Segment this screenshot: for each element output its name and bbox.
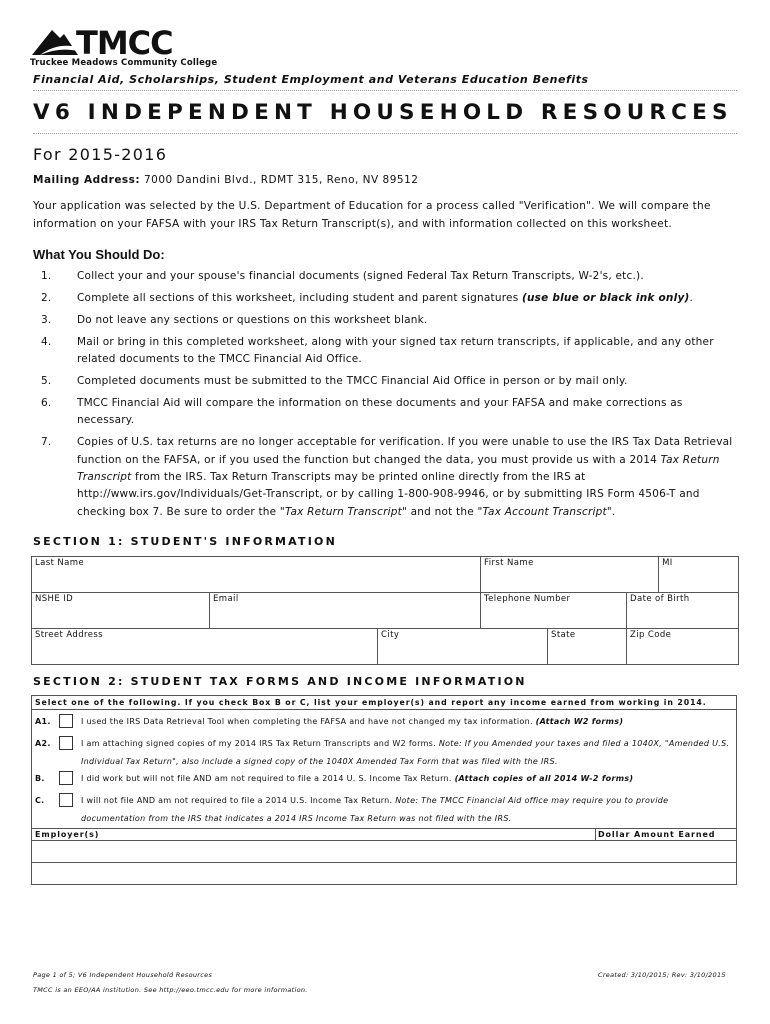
ink-emphasis: (use blue or black ink only) — [521, 291, 690, 304]
dob-label: Date of Birth — [630, 594, 690, 604]
section2-instruction: Select one of the following. If you check Box B or C, list your employer(s) and report any income earned from working in 2014. — [32, 696, 736, 710]
list-item — [33, 312, 743, 329]
street-address-label: Street Address — [35, 630, 103, 640]
list-item — [33, 395, 743, 430]
award-year: For 2015-2016 — [33, 145, 168, 164]
option-note: Note: The TMCC Financial Aid office may require you to provide documentation from the IRS that indicates a 2014 IRS Income Tax Return was not filed with the IRS. — [81, 796, 669, 823]
step-number: 3. — [41, 313, 52, 326]
option-main-text: I did work but will not file AND am not required to file a 2014 U. S. Income Tax Return. — [81, 774, 455, 783]
step-text-italic: Tax Account Transcript — [482, 505, 607, 518]
option-label: C. — [35, 796, 45, 805]
option-text — [81, 792, 731, 828]
zip-code-label: Zip Code — [630, 630, 672, 640]
option-note: Note: If you Amended your taxes and filed a 1040X, "Amended U.S. Individual Tax Return", also include a signed copy of the 1040X Amended Tax Form that was filed with the IRS. — [81, 739, 730, 766]
step-text-italic: Tax Return Transcript — [77, 453, 720, 484]
telephone-label: Telephone Number — [484, 594, 571, 604]
option-text — [81, 713, 731, 731]
step-number: 1. — [41, 270, 52, 282]
city-label: City — [381, 630, 400, 640]
employer-row-1[interactable] — [32, 841, 736, 863]
list-item — [33, 290, 743, 307]
option-label: A2. — [35, 739, 51, 748]
step-text: Completed documents must be submitted to the TMCC Financial Aid Office in person or by mail only. — [77, 375, 628, 388]
first-name-label: First Name — [484, 558, 534, 568]
option-main-text: I used the IRS Data Retrieval Tool when completing the FAFSA and have not changed my tax information. — [81, 717, 536, 726]
mi-label: MI — [662, 558, 673, 568]
step-text-main: Complete all sections of this worksheet, including student and parent signatures — [77, 291, 522, 304]
employer-column-header: Employer(s) — [35, 830, 100, 839]
section1-title: SECTION 1: STUDENT'S INFORMATION — [33, 535, 337, 548]
step-text: Do not leave any sections or questions on this worksheet blank. — [77, 313, 428, 326]
intro-paragraph: Your application was selected by the U.S. Department of Education for a process called "Verification". We will compare the information on your FAFSA with your IRS Tax Return Transcript(s), and with information collected on this worksheet. — [33, 200, 711, 230]
step-text-part: " and not the " — [402, 505, 483, 518]
option-text — [81, 735, 731, 771]
telephone-field[interactable] — [481, 593, 627, 629]
step-text — [77, 290, 743, 307]
step-number: 4. — [41, 335, 52, 348]
checkbox-a1[interactable] — [59, 714, 73, 728]
step-text: Mail or bring in this completed worksheet, along with your signed tax return transcripts, if applicable, and any other related documents to the TMCC Financial Aid Office. — [77, 335, 714, 366]
logo-text: TMCC — [76, 24, 173, 58]
list-item — [33, 334, 743, 369]
checkbox-c[interactable] — [59, 793, 73, 807]
employer-table-header — [32, 828, 736, 841]
eeo-statement: TMCC is an EEO/AA institution. See http://eeo.tmcc.edu for more information. — [33, 986, 308, 994]
option-main-text: I am attaching signed copies of my 2014 IRS Tax Return Transcripts and W2 forms. — [81, 739, 439, 748]
option-label: B. — [35, 774, 45, 783]
step-text-part: ". — [606, 505, 616, 518]
street-address-field[interactable] — [32, 629, 378, 665]
list-item — [33, 434, 743, 521]
column-divider — [595, 828, 596, 841]
tmcc-logo — [30, 24, 218, 70]
option-main-text: I will not file AND am not required to file a 2014 U.S. Income Tax Return. — [81, 796, 396, 805]
state-label: State — [551, 630, 576, 640]
last-name-field[interactable] — [32, 557, 481, 593]
last-name-label: Last Name — [35, 558, 85, 568]
option-text — [81, 770, 731, 788]
first-name-field[interactable] — [481, 557, 659, 593]
email-field[interactable] — [210, 593, 481, 629]
option-label: A1. — [35, 717, 51, 726]
step-text-end: . — [689, 291, 694, 304]
instruction-list — [33, 268, 743, 526]
divider — [33, 133, 737, 134]
step-number: 7. — [41, 436, 52, 449]
mailing-value: 7000 Dandini Blvd., RDMT 315, Reno, NV 89512 — [143, 174, 419, 186]
department-name: Financial Aid, Scholarships, Student Employment and Veterans Education Benefits — [33, 73, 589, 86]
option-note: (Attach W2 forms) — [535, 717, 624, 726]
option-note: (Attach copies of all 2014 W-2 forms) — [454, 774, 634, 783]
step-text — [77, 434, 743, 521]
student-info-table — [31, 556, 739, 665]
step-number: 5. — [41, 375, 52, 388]
list-item — [33, 373, 743, 390]
state-field[interactable] — [548, 629, 627, 665]
college-name: Truckee Meadows Community College — [30, 58, 218, 68]
mailing-label: Mailing Address: — [33, 174, 141, 186]
step-number: 6. — [41, 396, 52, 409]
tax-forms-box — [31, 695, 737, 885]
section2-title: SECTION 2: STUDENT TAX FORMS AND INCOME INFORMATION — [33, 675, 527, 688]
email-label: Email — [213, 594, 239, 604]
form-title: V6 INDEPENDENT HOUSEHOLD RESOURCES — [33, 100, 733, 125]
page-footer: Page 1 of 5; V6 Independent Household Resources — [33, 971, 213, 979]
step-text: TMCC Financial Aid will compare the information on these documents and your FAFSA and make corrections as necessary. — [77, 396, 683, 427]
employer-row-2[interactable] — [32, 863, 736, 885]
mi-field[interactable] — [659, 557, 739, 593]
zip-code-field[interactable] — [627, 629, 739, 665]
checkbox-a2[interactable] — [59, 736, 73, 750]
checkbox-b[interactable] — [59, 771, 73, 785]
mountain-logo-icon — [30, 24, 212, 58]
divider — [33, 90, 737, 91]
mailing-address — [33, 174, 418, 186]
nshe-id-label: NSHE ID — [35, 594, 74, 604]
dob-field[interactable] — [627, 593, 739, 629]
step-text: Collect your and your spouse's financial documents (signed Federal Tax Return Transcripts, W-2's, etc.). — [77, 270, 644, 282]
city-field[interactable] — [378, 629, 548, 665]
step-text-part: from the IRS. Tax Return Transcripts may be printed online directly from the IRS at http://www.irs.gov/Individuals/Get-Transcript, or by calling 1-800-908-9946, or by submitting IRS Form 4506-T and checking box 7. Be sure to order the " — [77, 471, 700, 518]
step-text-part: Copies of U.S. tax returns are no longer acceptable for verification. If you were unable to use the IRS Tax Data Retrieval function on the FAFSA, or if you used the function but changed the data, you must provide us with a 2014 — [77, 436, 733, 466]
amount-column-header: Dollar Amount Earned — [598, 830, 716, 839]
step-text-italic: Tax Return Transcript — [284, 505, 403, 518]
what-you-should-do-heading: What You Should Do: — [33, 247, 165, 262]
nshe-id-field[interactable] — [32, 593, 210, 629]
list-item — [33, 268, 743, 285]
revision-date: Created: 3/10/2015; Rev: 3/10/2015 — [598, 971, 726, 979]
step-number: 2. — [41, 291, 52, 304]
